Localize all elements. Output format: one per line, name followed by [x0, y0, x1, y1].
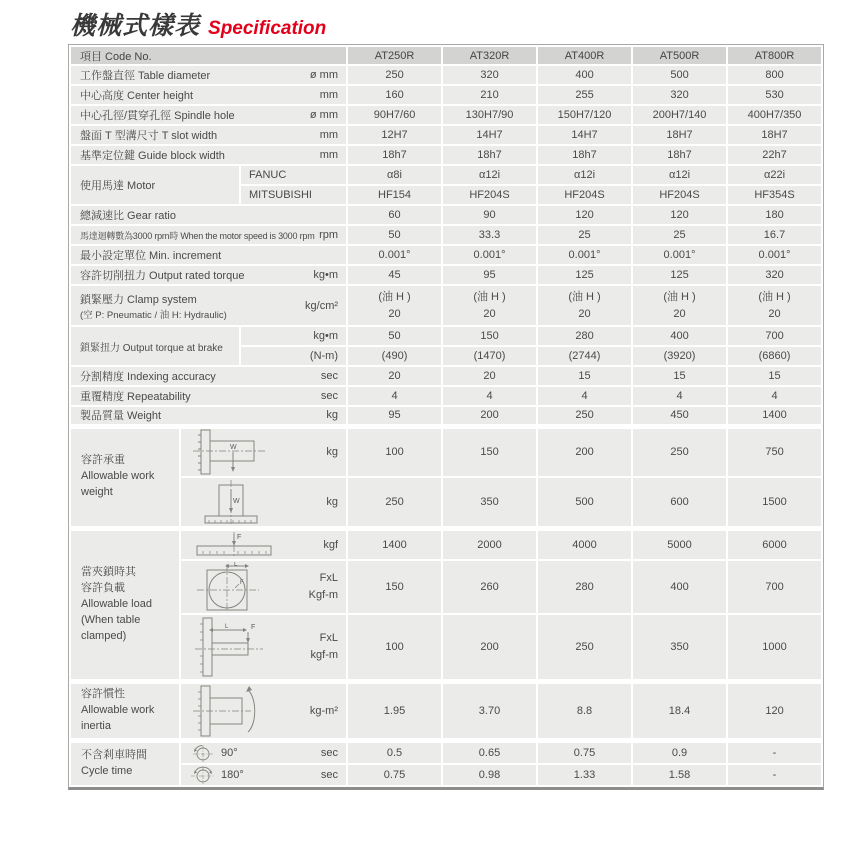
motor-brand-fanuc: FANUC: [240, 165, 347, 185]
row-unit: rpm: [319, 229, 339, 241]
section-label-en: Allowable work inertia: [81, 704, 155, 732]
diagram-cell: [180, 682, 347, 741]
row-weight: [70, 406, 822, 426]
value-cell: (3920): [632, 346, 727, 366]
value-cell: (1470): [442, 346, 537, 366]
model-header-at250r: AT250R: [347, 46, 442, 65]
value-cell: 260: [442, 560, 537, 614]
svg-text:L: L: [225, 623, 229, 630]
value-cell: 50: [347, 225, 442, 245]
value-cell: 150H7/120: [537, 105, 632, 125]
rotate-180-icon: [191, 765, 215, 785]
section-label-en: Cycle time: [81, 765, 133, 777]
diagram-cell: [180, 741, 347, 765]
value-cell: 250: [347, 477, 442, 528]
value-cell: 2000: [442, 528, 537, 560]
value-cell: 33.3: [442, 225, 537, 245]
value-cell: 200H7/140: [632, 105, 727, 125]
value-cell: 0.5: [347, 741, 442, 765]
value-cell: 600: [632, 477, 727, 528]
value-cell: α12i: [442, 165, 537, 185]
row-label-cell: [70, 105, 347, 125]
value-cell: 700: [727, 326, 822, 346]
value-cell: 120: [632, 205, 727, 225]
work-weight-horizontal-diagram: [191, 429, 271, 475]
row-unit: mm: [319, 89, 339, 101]
value-cell: α12i: [537, 165, 632, 185]
value-cell: 1000: [727, 614, 822, 682]
value-cell: 400: [537, 65, 632, 85]
row-label-cell: [70, 406, 347, 426]
diagram-cell: [180, 477, 347, 528]
value-cell: 150: [442, 326, 537, 346]
work-weight-label-cell: [70, 426, 180, 528]
row-label-cell: [70, 125, 347, 145]
value-cell: 280: [537, 560, 632, 614]
value-cell: 1500: [727, 477, 822, 528]
value-cell: 700: [727, 560, 822, 614]
row-unit: kg/cm²: [305, 299, 339, 312]
value-cell: 4: [632, 386, 727, 406]
value-cell: 50: [347, 326, 442, 346]
value-cell: 500: [632, 65, 727, 85]
value-cell: 130H7/90: [442, 105, 537, 125]
row-label: 分割精度 Indexing accuracy: [80, 371, 216, 383]
work-weight-vertical-diagram: [191, 479, 271, 525]
clamp-type: (油 H ): [758, 291, 791, 303]
row-label-cell: [70, 366, 347, 386]
value-cell: 150: [347, 560, 442, 614]
value-cell: 160: [347, 85, 442, 105]
clamp-value: 20: [388, 307, 401, 320]
value-cell: 18.4: [632, 682, 727, 741]
row-label-cell: [70, 205, 347, 225]
row-clamped-load-fxl-radial: [70, 560, 822, 614]
row-clamped-load-f: [70, 528, 822, 560]
row-label: 製品質量 Weight: [80, 410, 162, 423]
value-cell: 100: [347, 426, 442, 477]
value-cell: 125: [537, 265, 632, 285]
value-cell: 250: [347, 65, 442, 85]
value-cell: 5000: [632, 528, 727, 560]
row-label-cell: [70, 386, 347, 406]
value-cell: 95: [442, 265, 537, 285]
clamp-type: (油 H ): [663, 291, 696, 303]
row-unit: kg•m: [313, 269, 339, 281]
section-label-en: Allowable load (When table clamped): [81, 597, 152, 642]
value-cell: 320: [727, 265, 822, 285]
value-cell: [727, 285, 822, 326]
value-cell: 18h7: [632, 145, 727, 165]
row-work-inertia: [70, 682, 822, 741]
row-unit: kg: [326, 409, 339, 422]
row-clamped-load-fxl-overhang: [70, 614, 822, 682]
model-header-at800r: AT800R: [727, 46, 822, 65]
value-cell: 1400: [727, 406, 822, 426]
value-cell: 1.33: [537, 764, 632, 786]
value-cell: 18h7: [347, 145, 442, 165]
row-indexing-accuracy: [70, 366, 822, 386]
value-cell: 100: [347, 614, 442, 682]
row-repeatability: [70, 386, 822, 406]
clamped-load-f-diagram: [191, 531, 279, 559]
value-cell: 400: [632, 560, 727, 614]
value-cell: 18H7: [632, 125, 727, 145]
value-cell: 25: [537, 225, 632, 245]
row-unit: sec: [320, 370, 339, 382]
value-cell: HF204S: [442, 185, 537, 205]
clamped-load-table-face-diagram: [191, 562, 267, 612]
value-cell: 8.8: [537, 682, 632, 741]
model-header-at400r: AT400R: [537, 46, 632, 65]
value-cell: -: [727, 764, 822, 786]
value-cell: [537, 285, 632, 326]
value-cell: 60: [347, 205, 442, 225]
value-cell: 95: [347, 406, 442, 426]
svg-text:L: L: [234, 561, 238, 567]
section-label-zh: 不含剎車時間: [81, 749, 147, 762]
page-title: [70, 6, 326, 42]
row-unit: kgf: [323, 538, 339, 551]
brake-unit-kgm: kg•m: [240, 326, 347, 346]
diagram-cell: [180, 614, 347, 682]
row-brake-torque-kgm: [70, 326, 822, 346]
svg-text:F: F: [251, 623, 256, 631]
title-chinese: 機械式樣表: [70, 12, 201, 40]
value-cell: 250: [537, 406, 632, 426]
value-cell: 530: [727, 85, 822, 105]
value-cell: 4000: [537, 528, 632, 560]
motor-label-cell: [70, 165, 240, 205]
clamp-label-line1: 鎖緊壓力 Clamp system: [80, 293, 197, 306]
value-cell: 16.7: [727, 225, 822, 245]
model-header-at500r: AT500R: [632, 46, 727, 65]
work-inertia-diagram: [191, 684, 267, 738]
brake-unit-nm: (N-m): [240, 346, 347, 366]
header-row: [70, 46, 822, 65]
cycle-time-label-cell: [70, 741, 180, 787]
row-label-cell: [70, 145, 347, 165]
value-cell: α12i: [632, 165, 727, 185]
value-cell: 0.001°: [537, 245, 632, 265]
value-cell: 4: [442, 386, 537, 406]
value-cell: (490): [347, 346, 442, 366]
row-label: 最小設定單位 Min. increment: [80, 250, 222, 262]
value-cell: 15: [727, 366, 822, 386]
value-cell: 12H7: [347, 125, 442, 145]
row-label: 使用馬達 Motor: [80, 180, 156, 192]
value-cell: 450: [632, 406, 727, 426]
value-cell: 6000: [727, 528, 822, 560]
row-unit: mm: [319, 129, 339, 141]
row-cycle-time-90: [70, 741, 822, 765]
row-unit: FxL kgf-m: [310, 632, 339, 661]
value-cell: (2744): [537, 346, 632, 366]
value-cell: 0.001°: [632, 245, 727, 265]
section-label-zh: 容許慣性: [81, 688, 125, 701]
value-cell: 500: [537, 477, 632, 528]
inertia-label-cell: [70, 682, 180, 741]
value-cell: 0.001°: [347, 245, 442, 265]
row-label: 馬達迴轉數為3000 rpm時 When the motor speed is 3000 rpm: [80, 230, 315, 241]
value-cell: -: [727, 741, 822, 765]
row-table-diameter: [70, 65, 822, 85]
value-cell: 90: [442, 205, 537, 225]
value-cell: α22i: [727, 165, 822, 185]
clamp-value: 20: [673, 307, 686, 320]
diagram-cell: [180, 560, 347, 614]
value-cell: [347, 285, 442, 326]
row-center-height: [70, 85, 822, 105]
row-label-cell: [70, 245, 347, 265]
rotate-90-icon: [191, 743, 215, 763]
svg-text:W: W: [230, 444, 237, 452]
row-unit: ø mm: [309, 69, 339, 81]
value-cell: HF154: [347, 185, 442, 205]
row-unit: mm: [319, 149, 339, 161]
title-english: Specification: [208, 18, 327, 39]
clamp-type: (油 H ): [473, 291, 506, 303]
row-label-cell: [70, 85, 347, 105]
motor-brand-mitsubishi: MITSUBISHI: [240, 185, 347, 205]
row-label: 鎖緊扭力 Output torque at brake: [80, 342, 223, 354]
value-cell: 90H7/60: [347, 105, 442, 125]
clamp-value: 20: [483, 307, 496, 320]
value-cell: 400: [632, 326, 727, 346]
row-label-cell: [70, 285, 347, 326]
value-cell: 22h7: [727, 145, 822, 165]
brake-label-cell: [70, 326, 240, 366]
clamp-label-line2: (空 P: Pneumatic / 油 H: Hydraulic): [80, 309, 227, 321]
value-cell: 4: [537, 386, 632, 406]
value-cell: 45: [347, 265, 442, 285]
row-guide-block: [70, 145, 822, 165]
value-cell: 180: [727, 205, 822, 225]
row-spindle-hole: [70, 105, 822, 125]
row-label: 盤面 T 型溝尺寸 T slot width: [80, 130, 218, 142]
value-cell: [442, 285, 537, 326]
value-cell: 15: [632, 366, 727, 386]
value-cell: 1.95: [347, 682, 442, 741]
value-cell: 20: [347, 366, 442, 386]
value-cell: 1.58: [632, 764, 727, 786]
row-motor-fanuc: [70, 165, 822, 185]
value-cell: 200: [442, 614, 537, 682]
section-label-zh: 容許負載: [81, 581, 125, 594]
value-cell: 0.9: [632, 741, 727, 765]
value-cell: 25: [632, 225, 727, 245]
svg-text:W: W: [233, 497, 240, 505]
value-cell: 200: [442, 406, 537, 426]
model-header-at320r: AT320R: [442, 46, 537, 65]
row-unit: sec: [320, 769, 339, 781]
row-unit: kg: [326, 495, 339, 508]
row-label: 容許切削扭力 Output rated torque: [80, 270, 245, 282]
value-cell: 255: [537, 85, 632, 105]
row-label: 基準定位鍵 Guide block width: [80, 150, 225, 162]
value-cell: 0.001°: [727, 245, 822, 265]
section-label-zh: 當夾鎖時其: [81, 565, 136, 578]
row-rated-torque: [70, 265, 822, 285]
row-cycle-time-180: [70, 764, 822, 786]
value-cell: (6860): [727, 346, 822, 366]
row-label: [80, 291, 227, 321]
value-cell: 0.75: [347, 764, 442, 786]
value-cell: 14H7: [537, 125, 632, 145]
header-item-label: 項目 Code No.: [80, 50, 152, 63]
value-cell: 0.98: [442, 764, 537, 786]
value-cell: 750: [727, 426, 822, 477]
value-cell: 320: [632, 85, 727, 105]
value-cell: HF204S: [537, 185, 632, 205]
row-min-increment: [70, 245, 822, 265]
cycle-angle: 90°: [221, 747, 238, 759]
clamp-type: (油 H ): [568, 291, 601, 303]
value-cell: 15: [537, 366, 632, 386]
row-clamp-system: [70, 285, 822, 326]
row-unit: sec: [320, 747, 339, 759]
row-unit: kg-m²: [309, 705, 339, 717]
value-cell: [632, 285, 727, 326]
clamped-load-overhang-diagram: [191, 616, 271, 678]
diagram-cell: [180, 528, 347, 560]
value-cell: α8i: [347, 165, 442, 185]
row-gear-ratio: [70, 205, 822, 225]
row-label: 工作盤直徑 Table diameter: [80, 70, 211, 82]
diagram-cell: [180, 426, 347, 477]
value-cell: 1400: [347, 528, 442, 560]
row-label-cell: [70, 225, 347, 245]
row-label-cell: [70, 265, 347, 285]
value-cell: 0.75: [537, 741, 632, 765]
row-label: 中心孔徑/貫穿孔徑 Spindle hole: [80, 110, 235, 122]
clamped-load-label-cell: [70, 528, 180, 682]
value-cell: 4: [727, 386, 822, 406]
value-cell: 150: [442, 426, 537, 477]
row-label-cell: [70, 65, 347, 85]
value-cell: 0.65: [442, 741, 537, 765]
diagram-cell: [180, 764, 347, 786]
row-unit: FxL Kgf-m: [308, 572, 339, 601]
specification-table: [68, 44, 824, 790]
value-cell: 14H7: [442, 125, 537, 145]
value-cell: 800: [727, 65, 822, 85]
value-cell: 210: [442, 85, 537, 105]
value-cell: 3.70: [442, 682, 537, 741]
cycle-angle: 180°: [221, 769, 244, 781]
svg-text:F: F: [237, 533, 242, 541]
value-cell: 350: [442, 477, 537, 528]
row-work-weight-vertical: [70, 477, 822, 528]
row-label: 中心高度 Center height: [80, 90, 194, 102]
row-t-slot-width: [70, 125, 822, 145]
value-cell: 200: [537, 426, 632, 477]
row-unit: ø mm: [309, 109, 339, 121]
value-cell: 400H7/350: [727, 105, 822, 125]
value-cell: 125: [632, 265, 727, 285]
value-cell: 18h7: [537, 145, 632, 165]
value-cell: 120: [727, 682, 822, 741]
value-cell: HF354S: [727, 185, 822, 205]
clamp-value: 20: [768, 307, 781, 320]
value-cell: 250: [537, 614, 632, 682]
value-cell: 350: [632, 614, 727, 682]
value-cell: 280: [537, 326, 632, 346]
section-label-zh: 容許承重: [81, 454, 125, 467]
value-cell: 18h7: [442, 145, 537, 165]
value-cell: 4: [347, 386, 442, 406]
value-cell: 20: [442, 366, 537, 386]
value-cell: HF204S: [632, 185, 727, 205]
section-label-en: Allowable work weight: [81, 470, 155, 498]
row-work-weight-horizontal: [70, 426, 822, 477]
clamp-value: 20: [578, 307, 591, 320]
row-label: 總減速比 Gear ratio: [80, 210, 176, 222]
value-cell: 250: [632, 426, 727, 477]
row-motor-speed: [70, 225, 822, 245]
value-cell: 120: [537, 205, 632, 225]
value-cell: 320: [442, 65, 537, 85]
row-unit: sec: [320, 390, 339, 402]
row-label: 重覆精度 Repeatability: [80, 391, 191, 403]
clamp-type: (油 H ): [378, 291, 411, 303]
header-item-cell: [70, 46, 347, 65]
svg-text:F: F: [240, 579, 244, 586]
row-unit: kg: [326, 446, 339, 459]
value-cell: 18H7: [727, 125, 822, 145]
value-cell: 0.001°: [442, 245, 537, 265]
